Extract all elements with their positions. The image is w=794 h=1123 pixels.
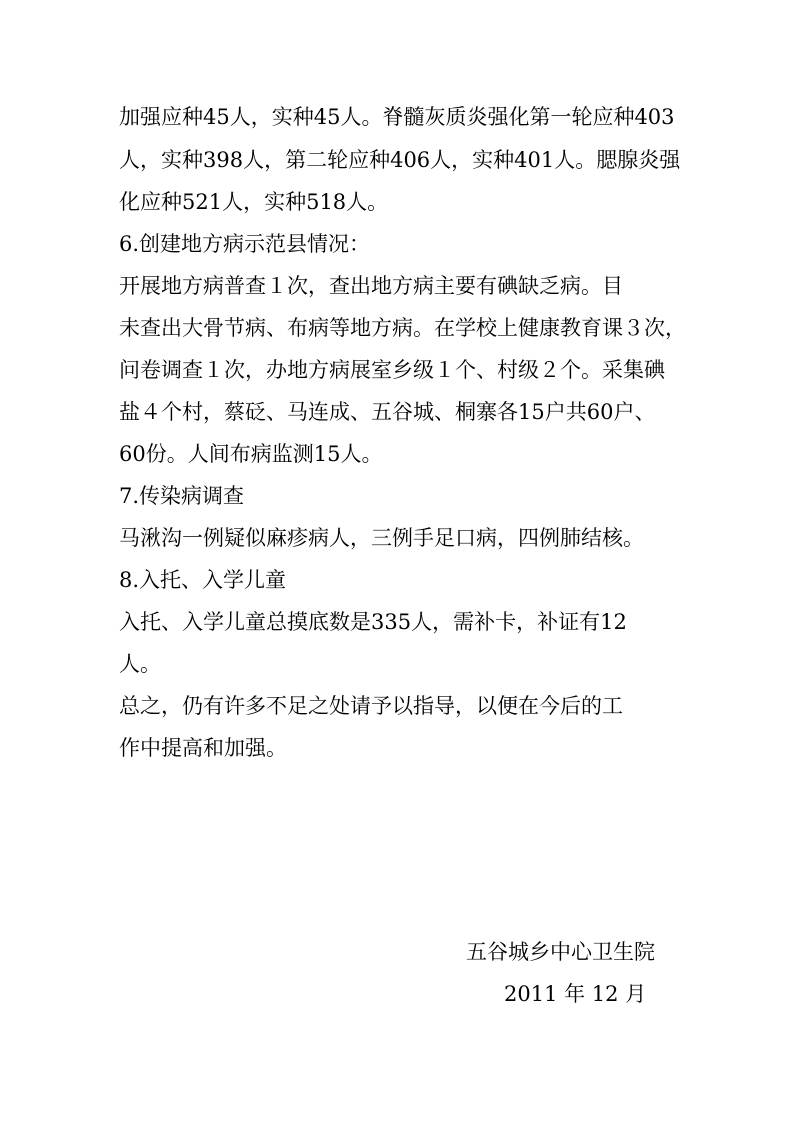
conclusion-line-1: 总之，仍有许多不足之处请予以指导，以便在今后的工	[119, 694, 623, 718]
body-line-14: 人。	[119, 652, 161, 676]
body-line-5: 开展地方病普查１次，查出地方病主要有碘缺乏病。目	[119, 274, 623, 298]
body-line-9: 60份。人间布病监测15人。	[119, 442, 383, 466]
section-heading-7: 7.传染病调查	[119, 484, 245, 508]
body-line-13: 入托、入学儿童总摸底数是335人，需补卡，补证有12	[119, 610, 627, 634]
body-line-11: 马湫沟一例疑似麻疹病人，三例手足口病，四例肺结核。	[119, 526, 644, 550]
body-line-3: 化应种521人，实种518人。	[119, 190, 389, 214]
body-line-6: 未查出大骨节病、布病等地方病。在学校上健康教育课３次，	[119, 316, 686, 340]
body-line-2: 人，实种398人，第二轮应种406人，实种401人。腮腺炎强	[119, 148, 681, 172]
signature-date: 2011 年 12 月	[504, 982, 647, 1006]
section-heading-8: 8.入托、入学儿童	[119, 568, 287, 592]
body-line-1: 加强应种45人，实种45人。脊髓灰质炎强化第一轮应种403	[119, 105, 675, 129]
body-line-8: 盐４个村，蔡砭、马连成、五谷城、桐寨各15户共60户、	[119, 400, 656, 424]
signature-org: 五谷城乡中心卫生院	[466, 940, 655, 964]
conclusion-line-2: 作中提高和加强。	[119, 736, 287, 760]
body-line-7: 问卷调查１次，办地方病展室乡级１个、村级２个。采集碘	[119, 358, 665, 382]
section-heading-6: 6.创建地方病示范县情况：	[119, 232, 371, 256]
